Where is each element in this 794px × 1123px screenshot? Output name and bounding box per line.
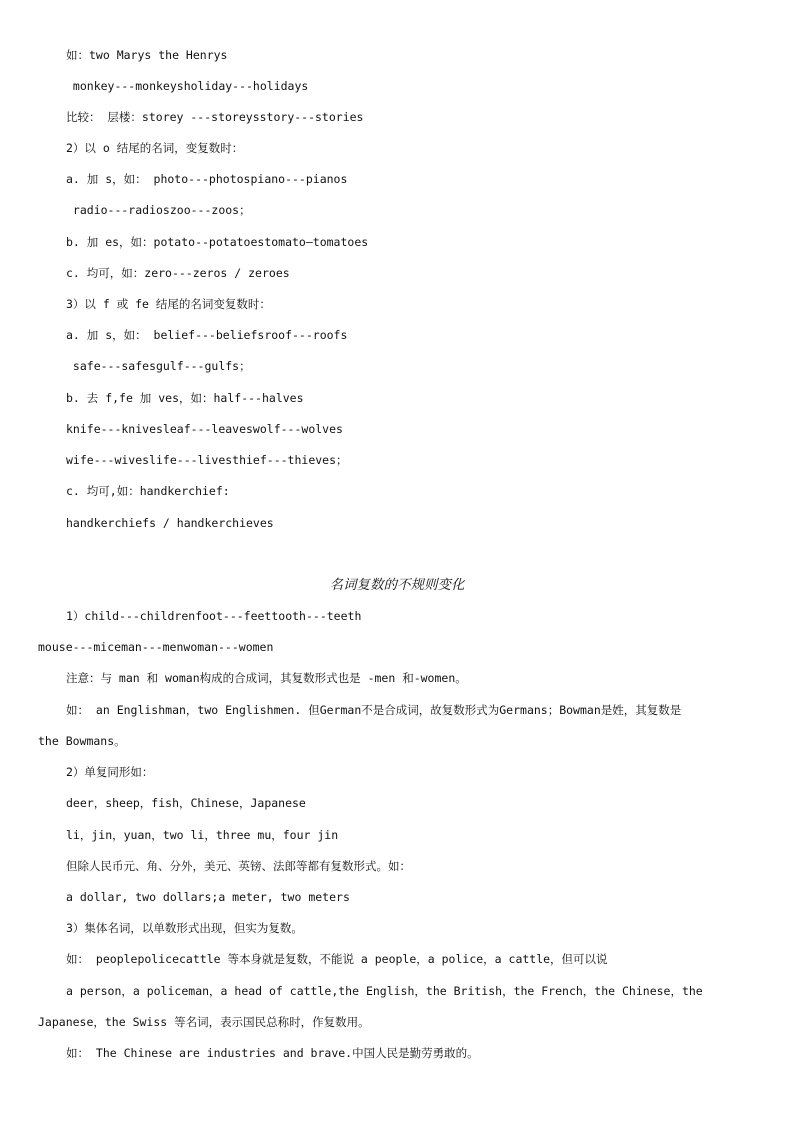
text-line: li，jin，yuan，two li，three mu，four jin xyxy=(66,828,339,842)
text-line: 3）集体名词，以单数形式出现，但实为复数。 xyxy=(66,921,303,935)
text-line: radio---radioszoo---zoos； xyxy=(66,203,251,217)
text-line: a dollar, two dollars;a meter, two meters xyxy=(66,890,350,904)
text-line: a person，a policeman，a head of cattle,the English，the British，the French，the Chinese，the xyxy=(66,984,703,998)
text-line: 如： peoplepolicecattle 等本身就是复数，不能说 a people，a police，a cattle，但可以说 xyxy=(66,952,608,966)
text-line: deer，sheep，fish，Chinese，Japanese xyxy=(66,796,306,810)
text-line: mouse---miceman---menwoman---women xyxy=(38,640,274,654)
text-line: Japanese，the Swiss 等名词，表示国民总称时，作复数用。 xyxy=(38,1015,370,1029)
text-line: 注意：与 man 和 woman构成的合成词，其复数形式也是 -men 和-women。 xyxy=(66,671,467,685)
section-title: 名词复数的不规则变化 xyxy=(329,577,465,593)
text-line: monkey---monkeysholiday---holidays xyxy=(66,79,309,93)
text-line: c. 均可,如：handkerchief: xyxy=(66,484,230,498)
text-line: 如： an Englishman，two Englishmen. 但German不是合成词，故复数形式为Germans；Bowman是姓，其复数是 xyxy=(66,703,682,717)
text-line: 如：two Marys the Henrys xyxy=(66,48,228,62)
text-line: 但除人民币元、角、分外，美元、英镑、法郎等都有复数形式。如： xyxy=(66,859,411,873)
text-line: b. 去 f,fe 加 ves，如：half---halves xyxy=(66,391,304,405)
text-line: 1）child---childrenfoot---feettooth---teeth xyxy=(66,609,362,623)
text-line: b. 加 es，如：potato--potatoestomato—tomatoes xyxy=(66,235,369,249)
text-line: knife---knivesleaf---leaveswolf---wolves xyxy=(66,422,343,436)
text-line: handkerchiefs / handkerchieves xyxy=(66,516,274,530)
text-line: 比较： 层楼：storey ---storeysstory---stories xyxy=(66,110,364,124)
text-line: safe---safesgulf---gulfs； xyxy=(66,359,251,373)
text-line: wife---wiveslife---livesthief---thieves； xyxy=(66,453,348,467)
text-line: 3）以 f 或 fe 结尾的名词变复数时： xyxy=(66,297,271,311)
text-line: c. 均可，如：zero---zeros / zeroes xyxy=(66,266,290,280)
text-line: a. 加 s，如： photo---photospiano---pianos xyxy=(66,172,348,186)
text-line: 如： The Chinese are industries and brave.中国人民是勤劳勇敢的。 xyxy=(66,1046,479,1060)
text-line: 2）以 o 结尾的名词，变复数时： xyxy=(66,141,244,155)
text-line: a. 加 s，如： belief---beliefsroof---roofs xyxy=(66,328,348,342)
text-line: 2）单复同形如： xyxy=(66,765,154,779)
text-line: the Bowmans。 xyxy=(38,734,126,748)
